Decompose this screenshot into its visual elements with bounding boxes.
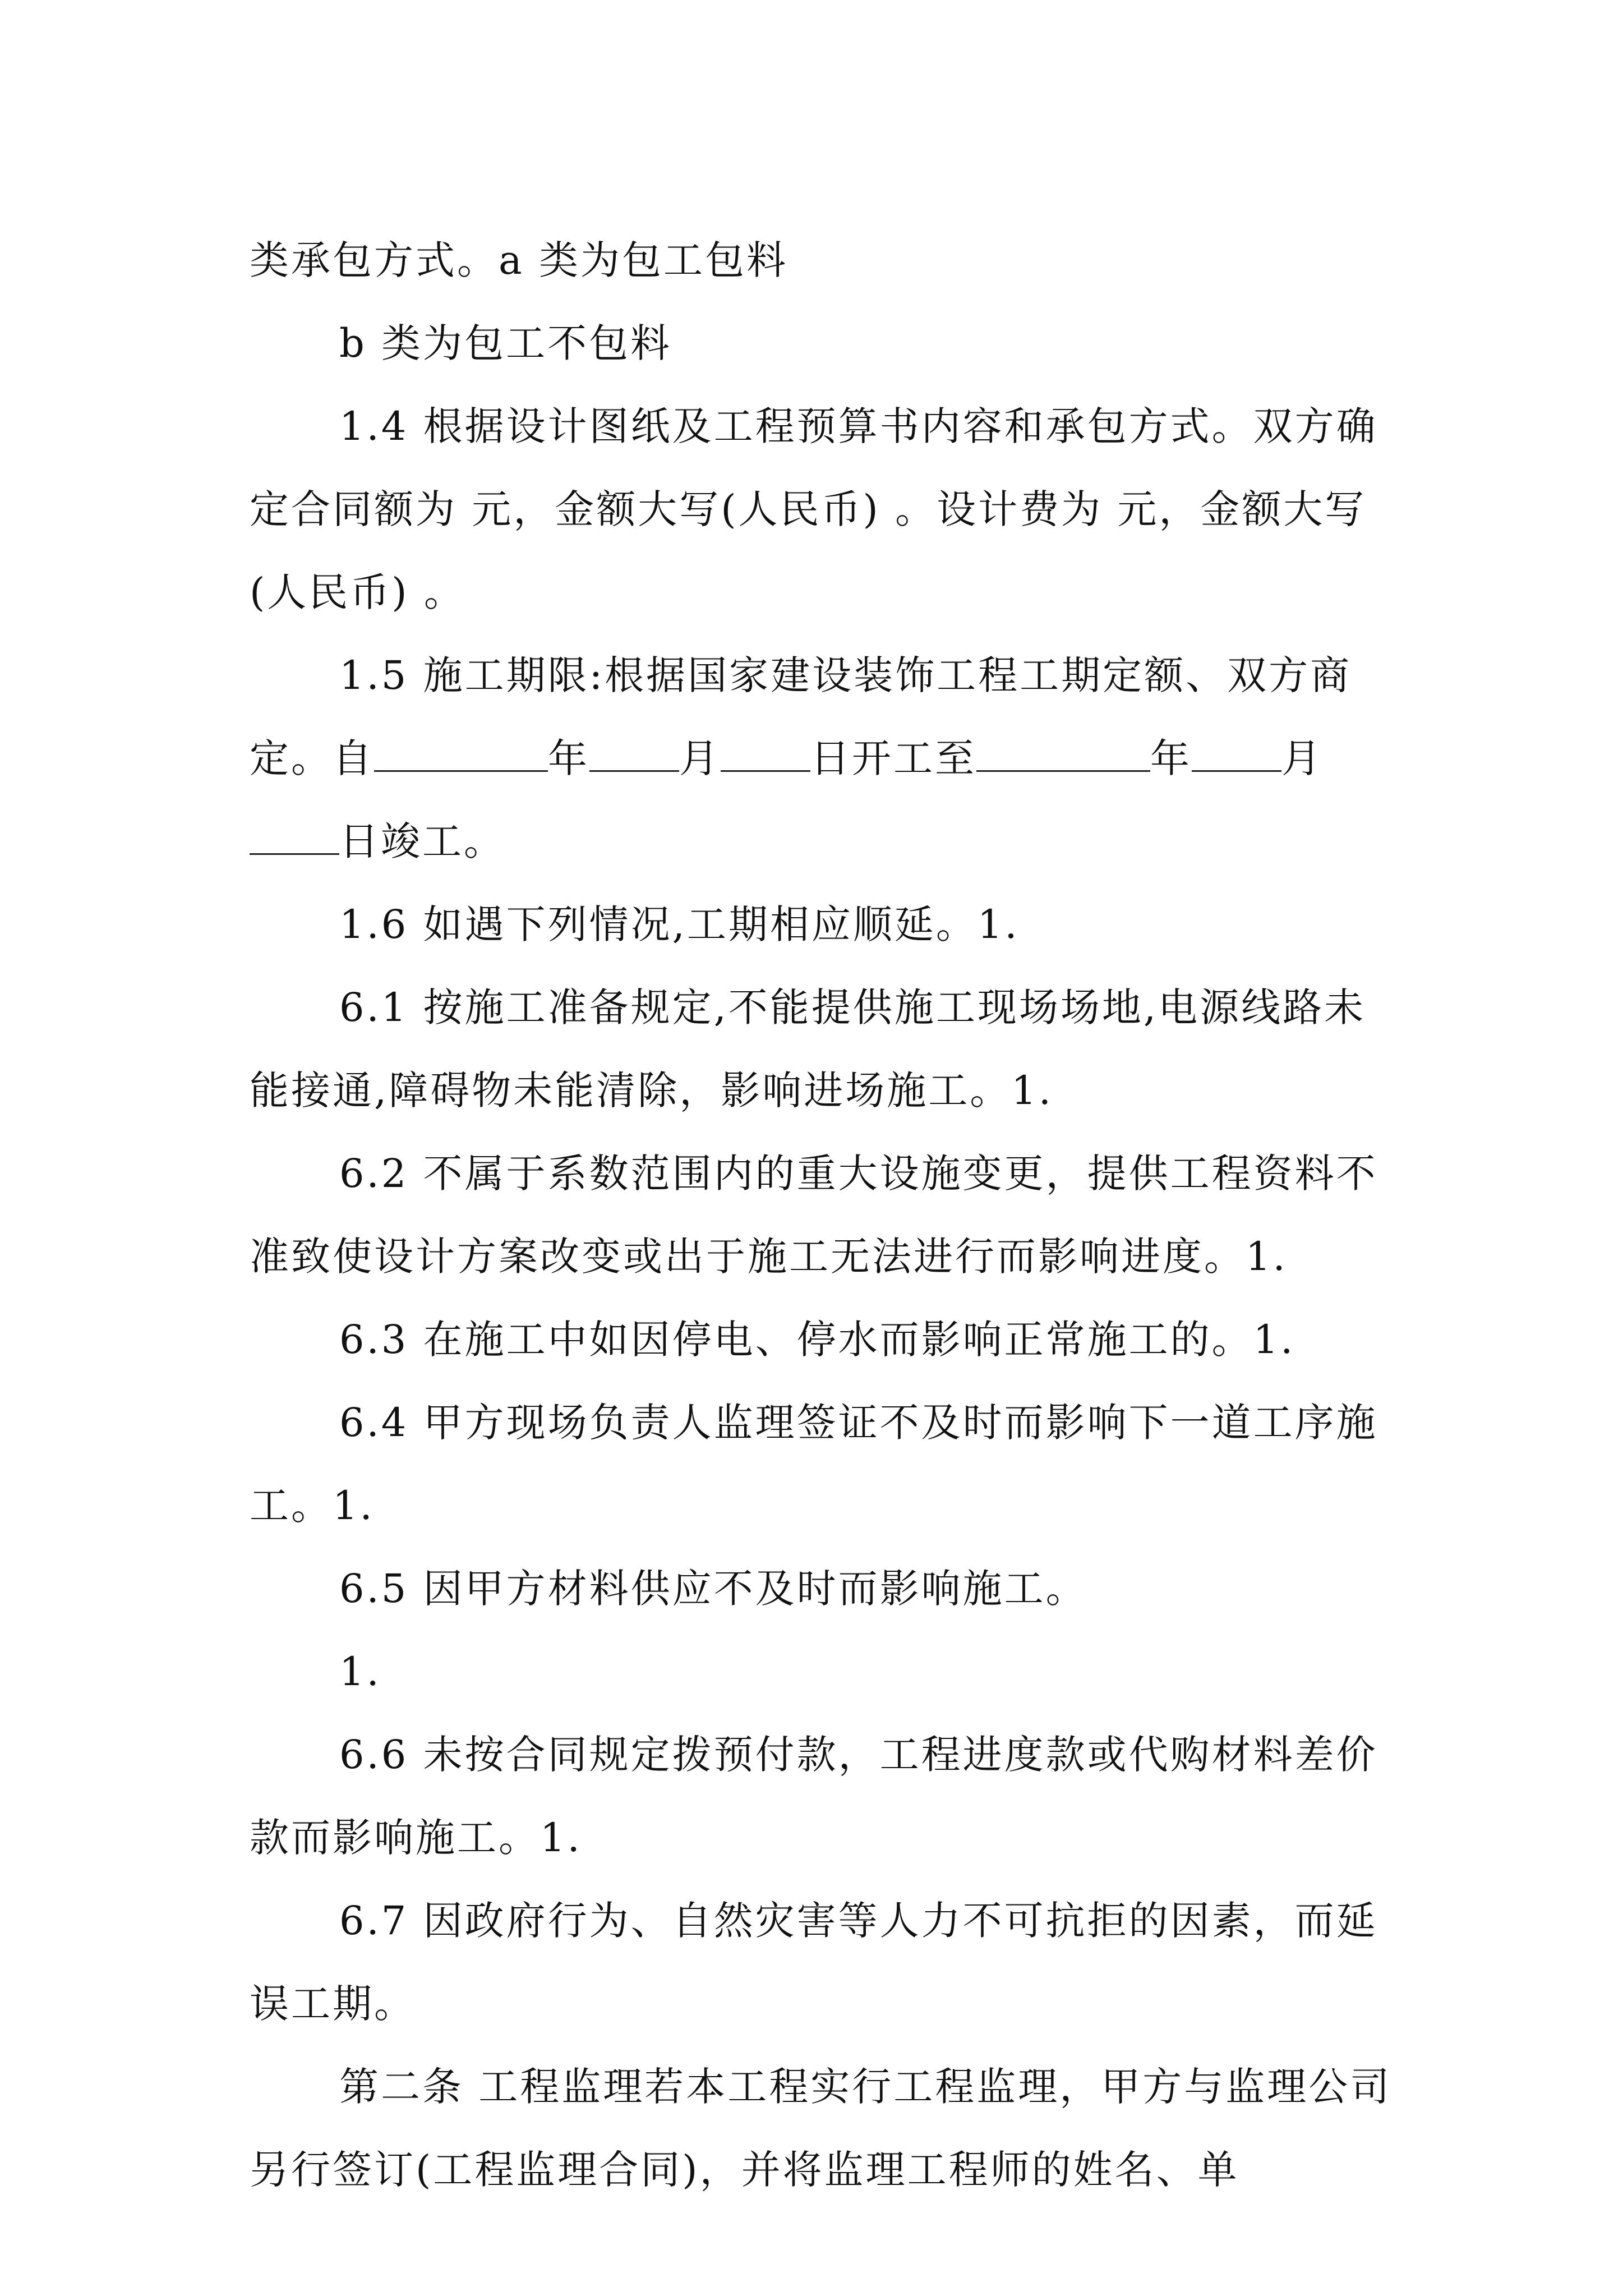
start-year-blank (374, 738, 548, 772)
period-text-month: 月 (679, 735, 721, 781)
paragraph-6-3: 6.3 在施工中如因停电、停水而影响正常施工的。1. (339, 1317, 1295, 1363)
paragraph-1-6-delay-conditions: 1.6 如遇下列情况,工期相应顺延。1. (339, 901, 1020, 947)
paragraph-item-number: 1. (339, 1649, 381, 1695)
paragraph-6-1: 6.1 按施工准备规定,不能提供施工现场场地,电源线路未能接通,障碍物未能清除，影响进场施工。1. (250, 984, 1366, 1114)
paragraph-6-2: 6.2 不属于系数范围内的重大设施变更，提供工程资料不准致使设计方案改变或出于施工无法进行而影响进度。1. (250, 1151, 1378, 1280)
paragraph-6-6: 6.6 未按合同规定拨预付款，工程进度款或代购材料差价款而影响施工。1. (250, 1732, 1378, 1861)
paragraph-1-4-contract-amount: 1.4 根据设计图纸及工程预算书内容和承包方式。双方确定合同额为 元，金额大写(人民币) 。设计费为 元，金额大写(人民币) 。 (250, 403, 1378, 615)
paragraph-contract-type-b: b 类为包工不包料 (339, 320, 672, 366)
paragraph-6-7: 6.7 因政府行为、自然灾害等人力不可抗拒的因素，而延误工期。 (250, 1898, 1378, 2027)
paragraph-article-2-supervision: 第二条 工程监理若本工程实行工程监理，甲方与监理公司另行签订(工程监理合同)，并将监理工程师的姓名、单 (250, 2064, 1392, 2193)
start-month-blank (589, 738, 679, 772)
end-day-blank (250, 821, 339, 855)
paragraph-contract-type-a: 类承包方式。a 类为包工包料 (250, 237, 788, 283)
end-year-blank (976, 738, 1150, 772)
end-month-blank (1192, 738, 1281, 772)
document-body (250, 219, 1396, 2211)
period-text-start-to: 日开工至 (810, 735, 976, 781)
period-text-end-year: 年 (1150, 735, 1192, 781)
paragraph-6-4: 6.4 甲方现场负责人监理签证不及时而影响下一道工序施工。1. (250, 1400, 1378, 1529)
paragraph-1-5-construction-period (250, 634, 1396, 883)
period-text-end-month: 月 (1281, 735, 1323, 781)
period-text-intro: 1.5 施工期限:根据国家建设装饰工程工期定额、双方商定。自 (250, 652, 1352, 781)
start-day-blank (721, 738, 810, 772)
period-text-completion: 日竣工。 (339, 818, 505, 864)
period-text-year: 年 (548, 735, 589, 781)
paragraph-6-5: 6.5 因甲方材料供应不及时而影响施工。 (339, 1566, 1087, 1612)
